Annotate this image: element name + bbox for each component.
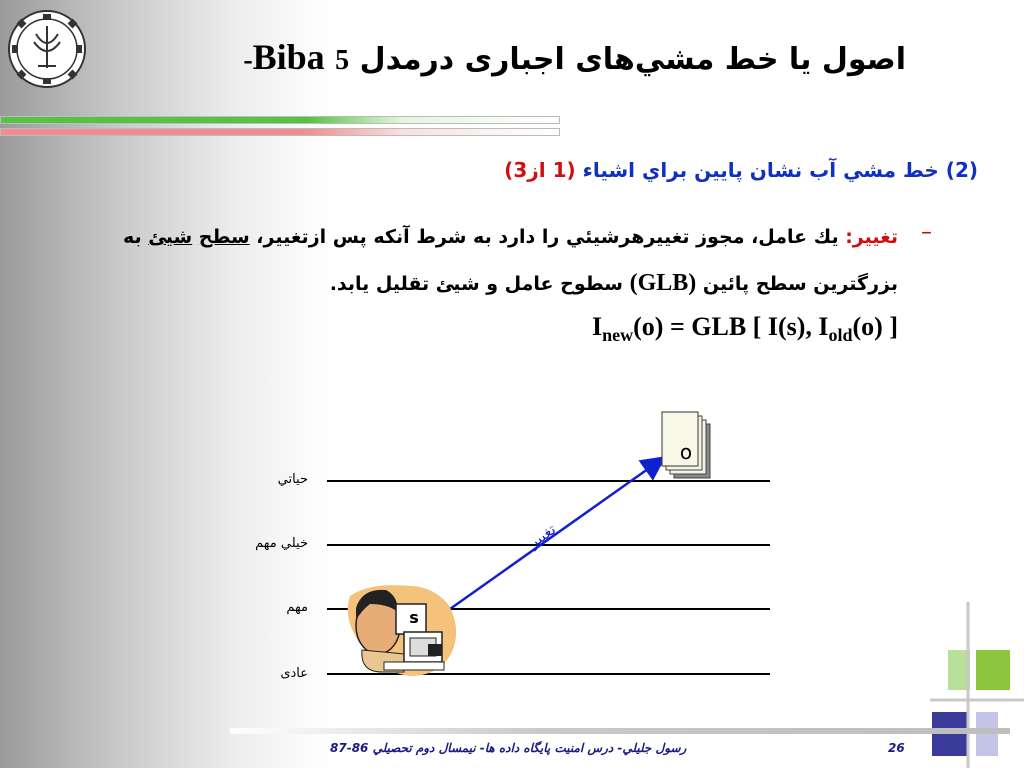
paragraph-glb: (GLB) <box>629 270 697 296</box>
paragraph-term: تغيير: <box>845 226 898 248</box>
footer-text: رسول جليلي- درس امنيت پايگاه داده ها- نيمسال دوم تحصيلي 86-87 <box>330 741 687 755</box>
paragraph-underline-2: شيئ <box>148 226 193 248</box>
title-biba: Biba <box>252 37 325 77</box>
level-label-1: حياتي <box>277 472 308 487</box>
subtitle-part: (1 از3) <box>504 158 576 182</box>
paragraph-text-1: يك عامل، مجوز تغييرهرشيئي را دارد به شرط آنكه پس ازتغيير، <box>249 226 846 248</box>
object-label: o <box>679 440 693 464</box>
formula-part-2: (o) = GLB [ I(s), I <box>633 312 829 341</box>
formula-part-3: (o) ] <box>852 312 898 341</box>
formula-sub-new: new <box>602 325 634 346</box>
level-label-2: خيلي مهم <box>255 536 308 551</box>
formula-part-1: I <box>592 312 603 341</box>
formula-sub-old: old <box>828 325 853 346</box>
paragraph-text-3: سطوح عامل و شيئ تقليل يابد. <box>329 273 630 295</box>
arrow-label: تغيير <box>525 520 560 552</box>
bullet-dash: – <box>921 220 932 245</box>
title-number: 5- <box>243 45 350 76</box>
subject-label: s <box>409 608 419 627</box>
title-text: اصول يا خط مشي‌های اجباری درمدل <box>359 42 906 77</box>
level-label-4: عادی <box>280 666 308 681</box>
subject-user-icon <box>348 585 456 676</box>
paragraph-underline-1: سطح <box>198 226 250 248</box>
footer-divider <box>230 728 1010 734</box>
subtitle-main: (2) خط مشي آب نشان پايين براي اشياء <box>582 158 978 182</box>
paragraph-text-2: به بزرگترين سطح پائين <box>123 226 898 295</box>
level-label-3: مهم <box>286 600 308 615</box>
page-number: 26 <box>888 741 905 755</box>
corner-decoration <box>930 602 1024 768</box>
